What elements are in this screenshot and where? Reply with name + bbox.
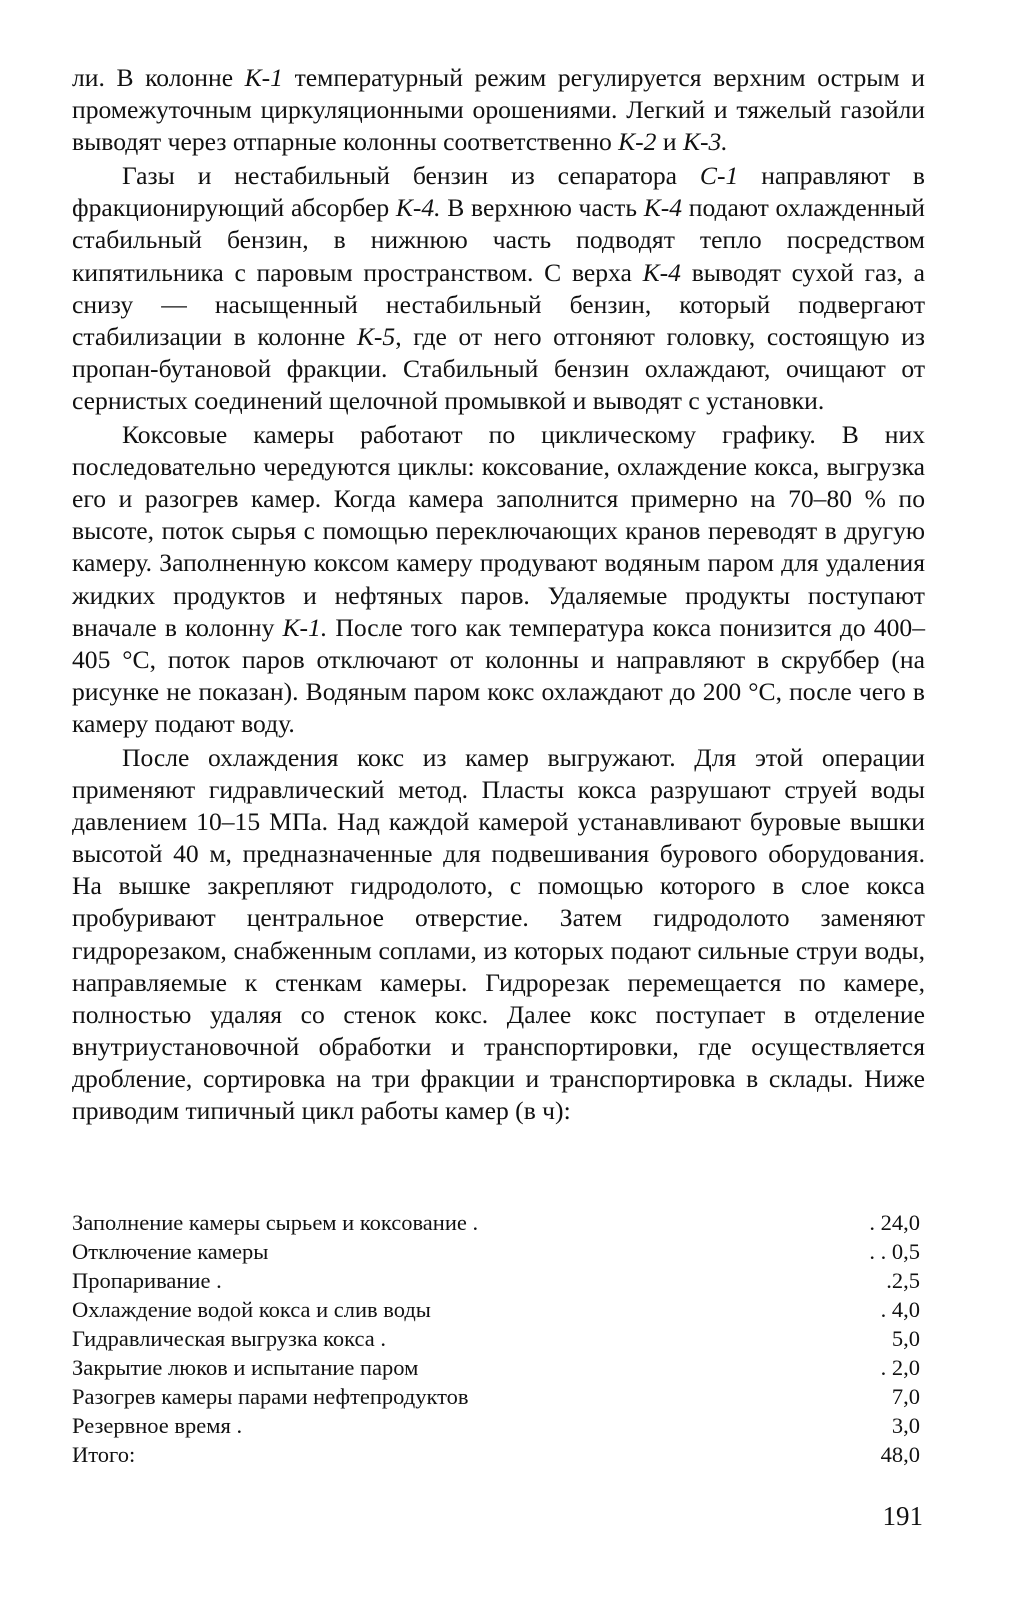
column-reference: К-3.: [682, 127, 728, 157]
column-reference: С-1: [699, 161, 739, 191]
text-run: подают охлажденный стабильный бензин, в нижнюю часть подводят тепло посредством кипятильника с паровым пространством. С верха: [72, 193, 925, 287]
schedule-step-hours: . 4,0: [880, 1297, 920, 1322]
text-run: и: [656, 127, 683, 157]
schedule-step-label: Гидравлическая выгрузка кокса .: [72, 1326, 387, 1351]
column-reference: К-2: [618, 127, 657, 157]
schedule-step-hours: . 2,0: [880, 1355, 920, 1380]
schedule-step-label: Отключение камеры: [72, 1239, 269, 1264]
column-reference: К-1.: [282, 612, 328, 642]
column-reference: К-4: [642, 257, 681, 287]
schedule-step-hours: 48,0: [880, 1442, 920, 1467]
schedule-step-label: Итого:: [72, 1442, 136, 1467]
paragraph: [72, 62, 925, 158]
schedule-row: [72, 1353, 920, 1382]
schedule-step-label: Охлаждение водой кокса и слив воды: [72, 1297, 431, 1322]
body-text: [72, 62, 925, 1127]
text-run: После того как температура кокса понизится до 400–405 °С, поток паров отключают от колонны и направляют в скруббер (на рисунке не показан). Водяным паром кокс охлаждают до 200 °С, после чего в камеру подают воду.: [72, 612, 925, 738]
text-run: После охлаждения кокс из камер выгружают. Для этой операции применяют гидравлический метод. Пласты кокса разрушают струей воды давлением 10–15 МПа. Над каждой камерой устанавливают буровые вышки высотой 40 м, предназначенные для подвешивания бурового оборудования. На вышке закрепляют гидродолото, с помощью которого в слое кокса пробуривают центральное отверстие. Затем гидродолото заменяют гидрорезаком, снабженным соплами, из которых подают сильные струи воды, направляемые к стенкам камеры. Гидрорезак перемещается по камере, полностью удаляя со стенок кокс. Далее кокс поступает в отделение внутриустановочной обработки и транспортировки, где осуществляется дробление, сортировка на три фракции и транспортировка в склады. Ниже приводим типичный цикл работы камер (в ч):: [72, 742, 925, 1125]
schedule-row: [72, 1440, 920, 1469]
text-run: , где от него отгоняют головку, состоящую из пропан-бутановой фракции. Стабильный бензин охлаждают, очищают от сернистых соединений щелочной промывкой и выводят с установки.: [72, 321, 925, 415]
paragraph: [72, 419, 925, 740]
text-run: Коксовые камеры работают по циклическому графику. В них последовательно чередуются циклы: коксование, охлаждение кокса, выгрузка его и разогрев камер. Когда камера заполнится примерно на 70–80 % по высоте, поток сырья с помощью переключающих кранов переводят в другую камеру. Заполненную коксом камеру продувают водяным паром для удаления жидких продуктов и нефтяных паров. Удаляемые продукты поступают вначале в колонну: [72, 420, 925, 642]
paragraph: [72, 742, 925, 1127]
schedule-step-hours: .2,5: [886, 1268, 920, 1293]
schedule-row: [72, 1266, 920, 1295]
schedule-step-hours: 7,0: [891, 1384, 920, 1409]
column-reference: К-4: [643, 193, 683, 223]
text-run: температурный режим регулируется верхним острым и промежуточным циркуляционными орошениями. Легкий и тяжелый газойли выводят через отпарные колонны соответственно: [72, 63, 925, 157]
schedule-row: [72, 1208, 920, 1237]
text-run: Газы и нестабильный бензин из сепаратора: [122, 161, 700, 191]
schedule-step-hours: . . 0,5: [869, 1239, 920, 1264]
schedule-step-label: Резервное время .: [72, 1413, 243, 1438]
paragraph: [72, 160, 925, 417]
schedule-row: [72, 1237, 920, 1266]
schedule-step-label: Закрытие люков и испытание паром: [72, 1355, 419, 1380]
text-run: выводят сухой газ, а снизу — насыщенный нестабильный бензин, который подвергают стабилизации в колонне: [72, 257, 925, 351]
column-reference: К-1: [244, 63, 283, 92]
schedule-step-hours: 5,0: [891, 1326, 920, 1351]
schedule-row: [72, 1382, 920, 1411]
schedule-step-label: Заполнение камеры сырьем и коксование .: [72, 1210, 479, 1235]
schedule-row: [72, 1411, 920, 1440]
schedule-row: [72, 1324, 920, 1353]
text-run: ли. В колонне: [72, 63, 245, 92]
text-run: направляют в фракционирующий абсорбер: [72, 161, 925, 223]
schedule-step-label: Пропаривание .: [72, 1268, 222, 1293]
column-reference: К-4.: [395, 193, 441, 223]
column-reference: К-5: [356, 321, 396, 351]
schedule-step-hours: . 24,0: [869, 1210, 920, 1235]
schedule-step-label: Разогрев камеры парами нефтепродуктов: [72, 1384, 469, 1409]
page-number: 191: [882, 1501, 923, 1531]
text-run: В верхнюю часть: [440, 193, 644, 223]
work-cycle-schedule: [72, 1208, 920, 1469]
schedule-row: [72, 1295, 920, 1324]
schedule-step-hours: 3,0: [891, 1413, 920, 1438]
